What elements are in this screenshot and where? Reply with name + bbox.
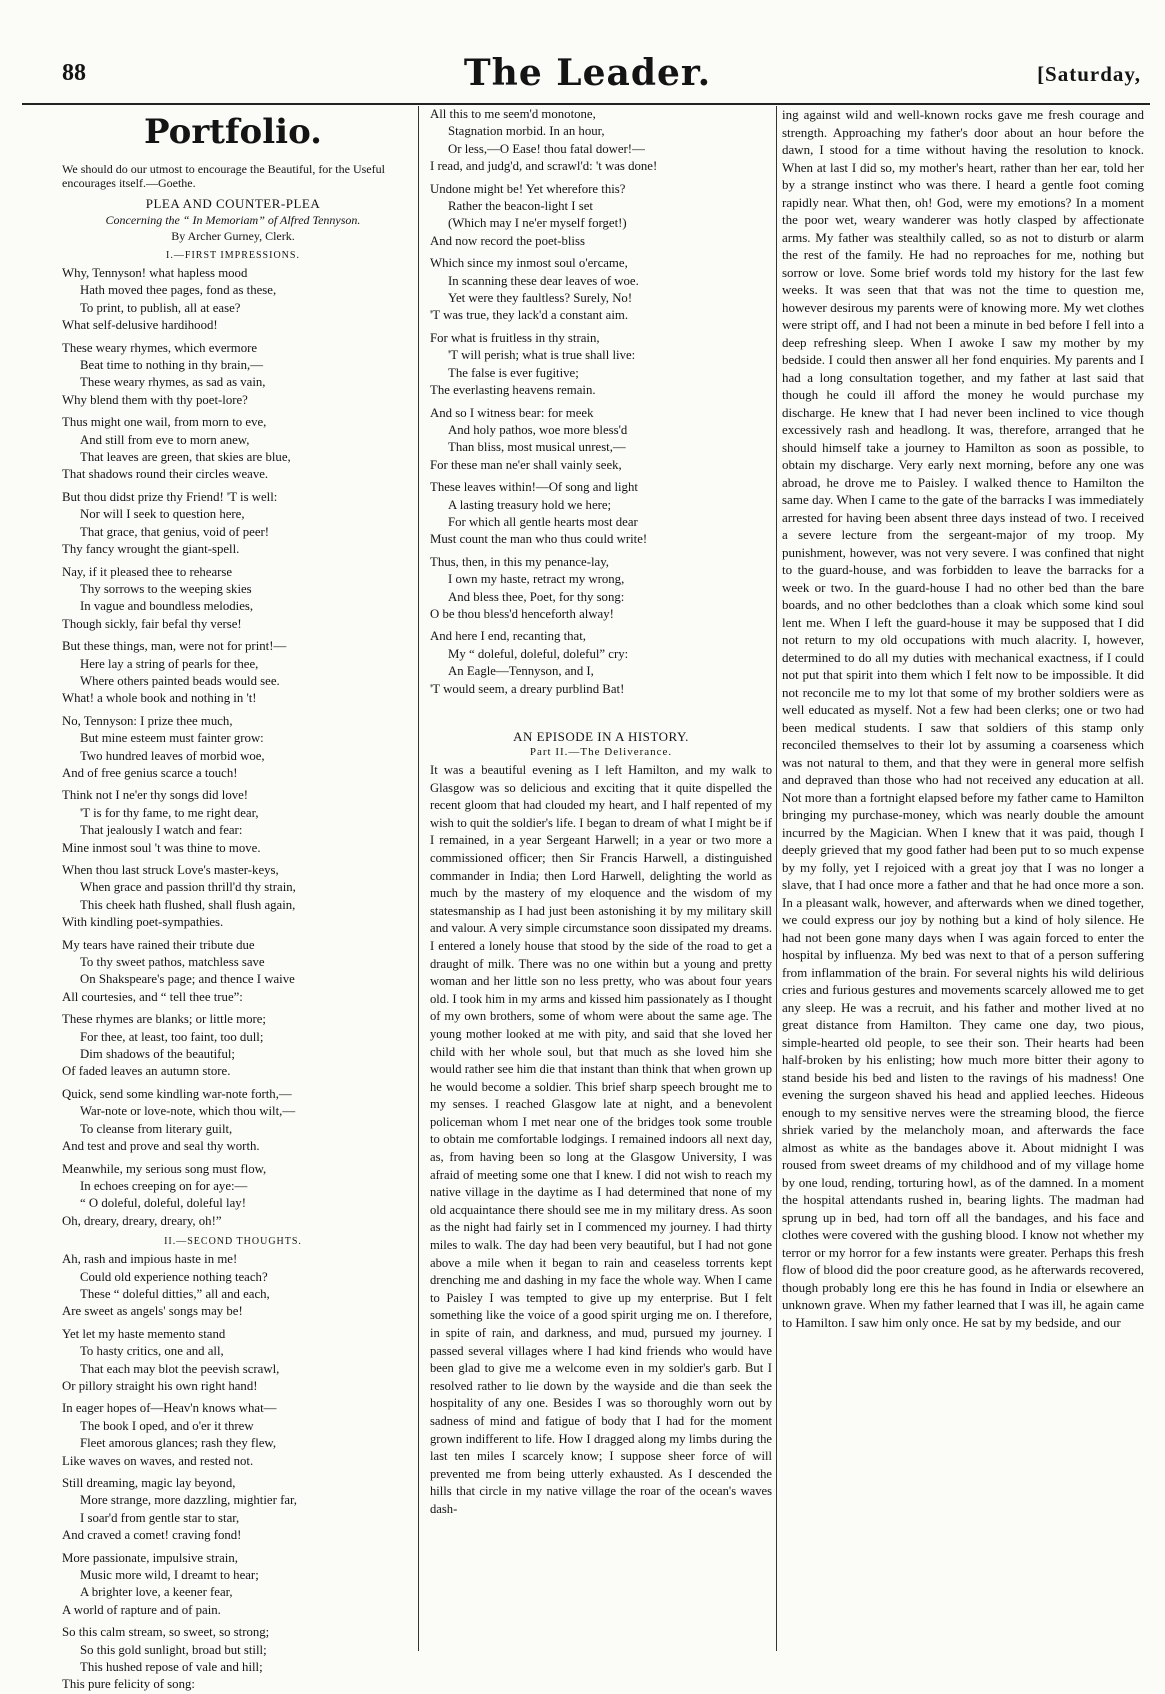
stanza — [62, 1400, 404, 1470]
poem-line: My “ doleful, doleful, doleful” cry: — [448, 646, 629, 661]
poem-line: These weary rhymes, as sad as vain, — [80, 375, 266, 390]
poem-line: These rhymes are blanks; or little more; — [62, 1012, 266, 1027]
stanza — [62, 1326, 404, 1396]
poem-line: A lasting treasury hold we here; — [448, 497, 612, 512]
poem-line: This pure felicity of song: — [62, 1677, 195, 1692]
poem-line: For thee, at least, too faint, too dull; — [80, 1029, 264, 1044]
poem-line: These leaves within!—Of song and light — [430, 480, 638, 495]
poem-line: Still dreaming, magic lay beyond, — [62, 1476, 236, 1490]
poem-line: And craved a comet! craving fond! — [62, 1528, 242, 1543]
poem-line: Fleet amorous glances; rash they flew, — [80, 1436, 277, 1451]
poem-line: An Eagle—Tennyson, and I, — [448, 664, 594, 679]
poem-line: Think not I ne'er thy songs did love! — [62, 788, 249, 803]
poem-line: To hasty critics, one and all, — [80, 1344, 224, 1359]
poem-line: Or less,—O Ease! thou fatal dower!— — [448, 141, 645, 156]
column-divider — [776, 106, 777, 1651]
stanza — [430, 628, 772, 698]
poem-line: For what is fruitless in thy strain, — [430, 330, 600, 345]
poem-line: So this calm stream, so sweet, so strong; — [62, 1625, 270, 1640]
stanza — [62, 937, 404, 1007]
poem-line: And test and prove and seal thy worth. — [62, 1139, 260, 1154]
poem-line: “ O doleful, doleful, doleful lay! — [80, 1196, 246, 1211]
stanza — [62, 489, 404, 559]
poem-line: Undone might be! Yet wherefore this? — [430, 181, 626, 196]
poem-line: Thus, then, in this my penance-lay, — [430, 554, 609, 569]
poem-line: Two hundred leaves of morbid woe, — [80, 748, 265, 763]
stanza — [430, 405, 772, 475]
poem-line: Why blend them with thy poet-lore? — [62, 392, 248, 407]
poem-line: Must count the man who thus could write! — [430, 532, 648, 547]
poem-line: Yet let my haste memento stand — [62, 1326, 226, 1341]
poem-line: Thy sorrows to the weeping skies — [80, 581, 252, 596]
poem-line: All this to me seem'd monotone, — [430, 107, 596, 121]
poem-line: This cheek hath flushed, shall flush again, — [80, 897, 296, 912]
column-3 — [782, 106, 1144, 1651]
poem-line: And holy pathos, woe more bless'd — [448, 422, 628, 437]
poem-line: Oh, dreary, dreary, dreary, oh!” — [62, 1213, 222, 1228]
issue-day: [Saturday, — [1037, 62, 1141, 86]
poem-line: Are sweet as angels' songs may be! — [62, 1304, 243, 1319]
poem-line: Beat time to nothing in thy brain,— — [80, 358, 264, 373]
poem-line: Which since my inmost soul o'ercame, — [430, 256, 628, 271]
poem-part-2 — [62, 1251, 404, 1694]
poem-line: To cleanse from literary guilt, — [80, 1121, 233, 1136]
poem-line: And of free genius scarce a touch! — [62, 765, 238, 780]
poem-line: (Which may I ne'er myself forget!) — [448, 216, 627, 231]
poem-line: And now record the poet-bliss — [430, 233, 585, 248]
poem-line: Thus might one wail, from morn to eve, — [62, 415, 267, 430]
poem-line: That leaves are green, that skies are blue, — [80, 450, 291, 465]
poem-line: These weary rhymes, which evermore — [62, 340, 258, 355]
section-heading: II.—SECOND THOUGHTS. — [164, 1236, 302, 1248]
poem-line: With kindling poet-sympathies. — [62, 915, 224, 930]
poem-line: Rather the beacon-light I set — [448, 199, 593, 214]
poem-line: That jealously I watch and fear: — [80, 823, 243, 838]
poem-line: The book I oped, and o'er it threw — [80, 1418, 254, 1433]
stanza — [62, 1251, 404, 1321]
poem-line: Though sickly, fair befal thy verse! — [62, 616, 242, 631]
poem-line: Hath moved thee pages, fond as these, — [80, 283, 277, 298]
article-subtitle: Part II.—The Deliverance. — [529, 746, 673, 758]
poem-line: I read, and judg'd, and scrawl'd: 't was done! — [430, 159, 658, 174]
column-1 — [62, 106, 404, 1692]
poem-part-1 — [62, 265, 404, 1230]
section-heading: I.—FIRST IMPRESSIONS. — [166, 250, 300, 261]
poem-line: Why, Tennyson! what hapless mood — [62, 266, 248, 280]
poem-line: But these things, man, were not for print!— — [62, 639, 287, 654]
poem-line: All courtesies, and “ tell thee true”: — [62, 989, 243, 1004]
poem-line: For which all gentle hearts most dear — [448, 514, 638, 529]
poem-line: More passionate, impulsive strain, — [62, 1550, 238, 1565]
poem-line: And still from eve to morn anew, — [80, 432, 250, 447]
poem-line: Nay, if it pleased thee to rehearse — [62, 564, 233, 579]
page-header — [0, 0, 1165, 108]
stanza — [62, 638, 404, 708]
poem-line: In echoes creeping on for aye:— — [80, 1178, 248, 1193]
poem-line: O be thou bless'd henceforth alway! — [430, 606, 614, 621]
poem-line: My tears have rained their tribute due — [62, 937, 255, 952]
poem-line: These “ doleful ditties,” all and each, — [80, 1286, 270, 1301]
poem-line: To print, to publish, all at ease? — [80, 300, 241, 315]
poem-line: No, Tennyson: I prize thee much, — [62, 713, 233, 728]
poem-line: Than bliss, most musical unrest,— — [448, 440, 626, 455]
page-number: 88 — [62, 60, 86, 86]
poem-line: Here lay a string of pearls for thee, — [80, 656, 259, 671]
stanza — [430, 330, 772, 400]
poem-line: On Shakspeare's page; and thence I waive — [80, 972, 295, 987]
stanza — [62, 340, 404, 410]
poem-line: That shadows round their circles weave. — [62, 467, 269, 482]
poem-byline: By Archer Gurney, Clerk. — [171, 229, 295, 243]
poem-line: The everlasting heavens remain. — [430, 383, 596, 398]
poem-line: The false is ever fugitive; — [448, 365, 579, 380]
stanza — [62, 713, 404, 783]
poem-line: 'T was true, they lack'd a constant aim. — [430, 308, 629, 323]
poem-part-2-continued — [430, 106, 772, 698]
poem-line: What! a whole book and nothing in 't! — [62, 691, 257, 706]
header-rule — [22, 103, 1150, 105]
stanza — [430, 479, 772, 549]
poem-line: And bless thee, Poet, for thy song: — [448, 589, 625, 604]
poem-line: I own my haste, retract my wrong, — [448, 572, 625, 587]
poem-line: Stagnation morbid. In an hour, — [448, 124, 605, 139]
stanza — [62, 1624, 404, 1694]
stanza — [62, 1161, 404, 1231]
stanza — [430, 181, 772, 251]
masthead-title: The Leader. — [463, 52, 712, 94]
poem-line: In vague and boundless melodies, — [80, 599, 254, 614]
poem-line: Meanwhile, my serious song must flow, — [62, 1161, 267, 1176]
poem-line: Music more wild, I dreamt to hear; — [80, 1568, 259, 1583]
stanza — [62, 862, 404, 932]
stanza — [62, 564, 404, 634]
poem-title: PLEA AND COUNTER-PLEA — [145, 196, 321, 211]
poem-line: A brighter love, a keener fear, — [80, 1585, 233, 1600]
poem-line: When grace and passion thrill'd thy strain, — [80, 880, 296, 895]
poem-line: A world of rapture and of pain. — [62, 1602, 221, 1617]
article-text-continued: ing against wild and well-known rocks gave me fresh courage and strength. Approaching my father's door about an hour before the dawn, I stood for a time without having the resolution to knock. When at last I did so, my mother's heart, rather than her ear, told her by a strange instinct who was there. I heard a gentle foot coming rapidly near. What then, oh! God, were my emotions? In a moment the poor wet, weary wanderer was hotly clasped by affectionate arms. My father was stealthily called, so as not to disturb or alarm the rest of the family. He had no reproaches for me, nothing but sorrow or love. Some brief words told my history for the last few weeks. It was seen that that was not the time to question me, however desirous my parents were of knowing more. My wet clothes were stript off, and I had not been a minute in bed before I fell into a deep refreshing sleep. When I awoke I saw my mother by my bedside. I could then answer all her fond enquiries. My parents and I had a long consultation together, and my father at last said that though he could ill afford the money he would purchase my discharge. He knew that I had never been inclined to vice though excessively rash and headlong. It was, therefore, arranged that he should himself take a journey to Hamilton as soon as possible, to obtain my discharge. Very early next morning, before any one was abroad, he drove me to Paisley. I walked thence to Hamilton the same day. When I came to the gate of the barracks I was immediately arrested for having been absent three days instead of two. I received a severe lecture from the sergeant-major of my troop. My punishment, however, was not very severe. I was confined that night to the guard-house, and was forbidden to leave the barracks for a week or two. In the guard-house I had no other bed than the bare boards, and no other bedclothes than a cloak which some kind soul lent me. When I left the guard-house it may be supposed that I did not return to my old occupations with much alacrity. I, however, determined to do all my duties with mechanical exactness, if I could not put that spirit into them which I felt now to be impossible. It did not reconcile me to my lot that some of my brother soldiers were as well educated as myself. Not a few had been clerks; one or two had been medical students. I saw that soldiers of this stamp only reconciled themselves to their lot by assuming a coarseness which was not natural to them, and that they were in general more selfish and depraved than those who had not received any education at all. Not more than a fortnight elapsed before my father came to Hamilton bringing my purchase-money, which was nearly double the amount incurred by the Magician. When I knew that it was paid, though I deeply grieved that my good father had been put to so much expense by my folly, yet I rejoiced with a great joy that I was no longer a slave, that I had once more a father and that he had once more a son. In a pleasant walk, however, and afterwards when we dined together, we could express our joy by nothing but a kind of holy silence. He had not been gone many days when I was again forced to enter the hospital by influenza. My bed was next to that of a person suffering from inflammation of the brain. For several nights his wild delirious cries and furious gestures and movements scarcely allowed me to get any sleep. He was a recruit, and his father and mother lived at no great distance from Hamilton. They came one day, two pious, simple-hearted old people, to see their son. Their hearts had been half-broken by his enlisting; how much more bitter their agony to stand beside his bed and listen to the ravings of his madness! One evening the surgeon shaved his head and applied leeches. Hideous enough to my sensitive nerves were the streaming blood, the fierce shriek varied by the melancholy moan, and afterwards the face almost as white as the bandages above it. About midnight I was roused from sweet dreams of my childhood and of my village home by one loud, rending, torturing howl, as of the damned. In a moment the hospital attendants rushed in, bearing lights. The madman had sprung up in bed, had torn off all the bandages, and his face and clothes were covered with the gushing blood. I know not whether my terror or my horror for a few instants were greater. Perhaps this fresh flow of blood did the poor creature good, as he afterwards recovered, though probably long ere this he has found in India or elsewhere an unknown grave. When my father learned that I was ill, he again came to Hamilton. I saw him only once. He sat by my bedside, and our — [782, 107, 1144, 1330]
article-title: AN EPISODE IN A HISTORY. — [513, 729, 689, 744]
poem-line: More strange, more dazzling, mightier far, — [80, 1493, 297, 1508]
poem-line: But mine esteem must fainter grow: — [80, 731, 264, 746]
stanza — [62, 1475, 404, 1545]
article-text: It was a beautiful evening as I left Hamilton, and my walk to Glasgow was so delicious and exciting that it quite dispelled the recent gloom that had clouded my heart, and I half repented of my wish to quit the soldier's life. I began to dream of what I might be if I remained, in a year Sergeant Harwell; in a year or two more a commissioned officer; then Sir Francis Harwell, a distinguished commander in India; then Lord Harwell, delighting the world as much by the mastery of my eloquence and the wisdom of my statesmanship as I had just been astonishing it by my military skill and valour. A very simple circumstance soon dissipated my dreams. I entered a lonely house that stood by the side of the road to get a draught of milk. There was no one within but a young and pretty woman and her little son no less pretty, who was about four years old. I took him in my arms and kissed him passionately as I thought of my own brothers, some of whom were about the same age. The young mother looked at me with pity, and said that she loved her child with her whole soul, but that much as she loved him she would rather see him die that instant than think that when grown up he would become a soldier. This brief sharp speech brought me to my senses. I reached Glasgow late at night, and a benevolent policeman whom I met near one of the bridges took some trouble to obtain me comfortable lodgings. I remained indoors all next day, as, from having been so long at the Glasgow University, I was afraid of meeting some one that I knew. I did not wish to reach my native village in the daytime as I had determined that none of my old acquaintance there should see me in my military dress. As soon as the night had fairly set in I commenced my journey. I had thirty miles to walk. The day had been very beautiful, but I had not gone above a mile when it began to rain and ceaseless torrents kept drenching me and dashing in my face the whole way. When I came to Paisley I was tempted to give up my enterprise. But I felt something like the voice of a good spirit urging me on. I therefore, in spite of rain, and darkness, and mud, pursued my journey. I passed several villages where I had kind friends who would have been glad to give me a welcome even in my soldier's garb. But I resolved rather to lie down by the wayside and die than seek the hospitality of any one. Besides I was so thoroughly worn out by sadness of mind and fatigue of body that I had for the moment grown indifferent to life. How I dragged along my limbs during the last ten miles I scarcely know; I suppose sheer force of will prevented me from being utterly exhausted. As I descended the hills that circle in my native village the roar of the ocean's waves dash- — [430, 763, 772, 1516]
poem-line: Where others painted beads would see. — [80, 673, 280, 688]
stanza — [62, 1550, 404, 1620]
column-divider — [418, 106, 419, 1651]
poem-line: Or pillory straight his own right hand! — [62, 1378, 258, 1393]
poem-line: Ah, rash and impious haste in me! — [62, 1252, 238, 1267]
poem-line: That grace, that genius, void of peer! — [80, 524, 270, 539]
poem-line: Like waves on waves, and rested not. — [62, 1453, 254, 1468]
poem-line: So this gold sunlight, broad but still; — [80, 1642, 267, 1657]
poem-line: Of faded leaves an autumn store. — [62, 1064, 231, 1079]
stanza — [62, 1086, 404, 1156]
poem-line: In scanning these dear leaves of woe. — [448, 273, 639, 288]
stanza — [62, 414, 404, 484]
poem-line: Quick, send some kindling war-note forth,— — [62, 1086, 292, 1101]
stanza — [430, 255, 772, 325]
poem-line: Mine inmost soul 't was thine to move. — [62, 840, 261, 855]
poem-line: In eager hopes of—Heav'n knows what— — [62, 1401, 277, 1416]
poem-line: I soar'd from gentle star to star, — [80, 1510, 240, 1525]
poem-line: What self-delusive hardihood! — [62, 318, 218, 333]
motto: We should do our utmost to encourage the Beautiful, for the Useful encourages itself.—Goethe. — [62, 162, 385, 190]
poem-line: For these man ne'er shall vainly seek, — [430, 457, 622, 472]
poem-line: This hushed repose of vale and hill; — [80, 1660, 263, 1675]
column-2 — [430, 106, 772, 1651]
stanza — [62, 265, 404, 335]
stanza — [62, 1011, 404, 1081]
poem-line: And here I end, recanting that, — [430, 629, 586, 644]
poem-line: When thou last struck Love's master-keys, — [62, 863, 279, 877]
poem-line: That each may blot the peevish scrawl, — [80, 1361, 280, 1376]
poem-line: Nor will I seek to question here, — [80, 507, 245, 522]
poem-line: But thou didst prize thy Friend! 'T is well: — [62, 489, 278, 504]
stanza — [430, 106, 772, 176]
poem-line: To thy sweet pathos, matchless save — [80, 955, 265, 970]
poem-line: Yet were they faultless? Surely, No! — [448, 291, 633, 306]
poem-line: 'T will perish; what is true shall live: — [448, 348, 636, 363]
stanza — [62, 787, 404, 857]
stanza — [430, 554, 772, 624]
poem-line: 'T would seem, a dreary purblind Bat! — [430, 681, 625, 696]
poem-line: Dim shadows of the beautiful; — [80, 1047, 235, 1062]
poem-subtitle: Concerning the “ In Memoriam” of Alfred Tennyson. — [105, 213, 361, 227]
portfolio-heading: Portfolio. — [143, 112, 322, 152]
poem-line: War-note or love-note, which thou wilt,— — [80, 1104, 296, 1119]
poem-line: Thy fancy wrought the giant-spell. — [62, 542, 240, 557]
poem-line: 'T is for thy fame, to me right dear, — [80, 805, 259, 820]
poem-line: Could old experience nothing teach? — [80, 1269, 268, 1284]
poem-line: And so I witness bear: for meek — [430, 405, 594, 420]
